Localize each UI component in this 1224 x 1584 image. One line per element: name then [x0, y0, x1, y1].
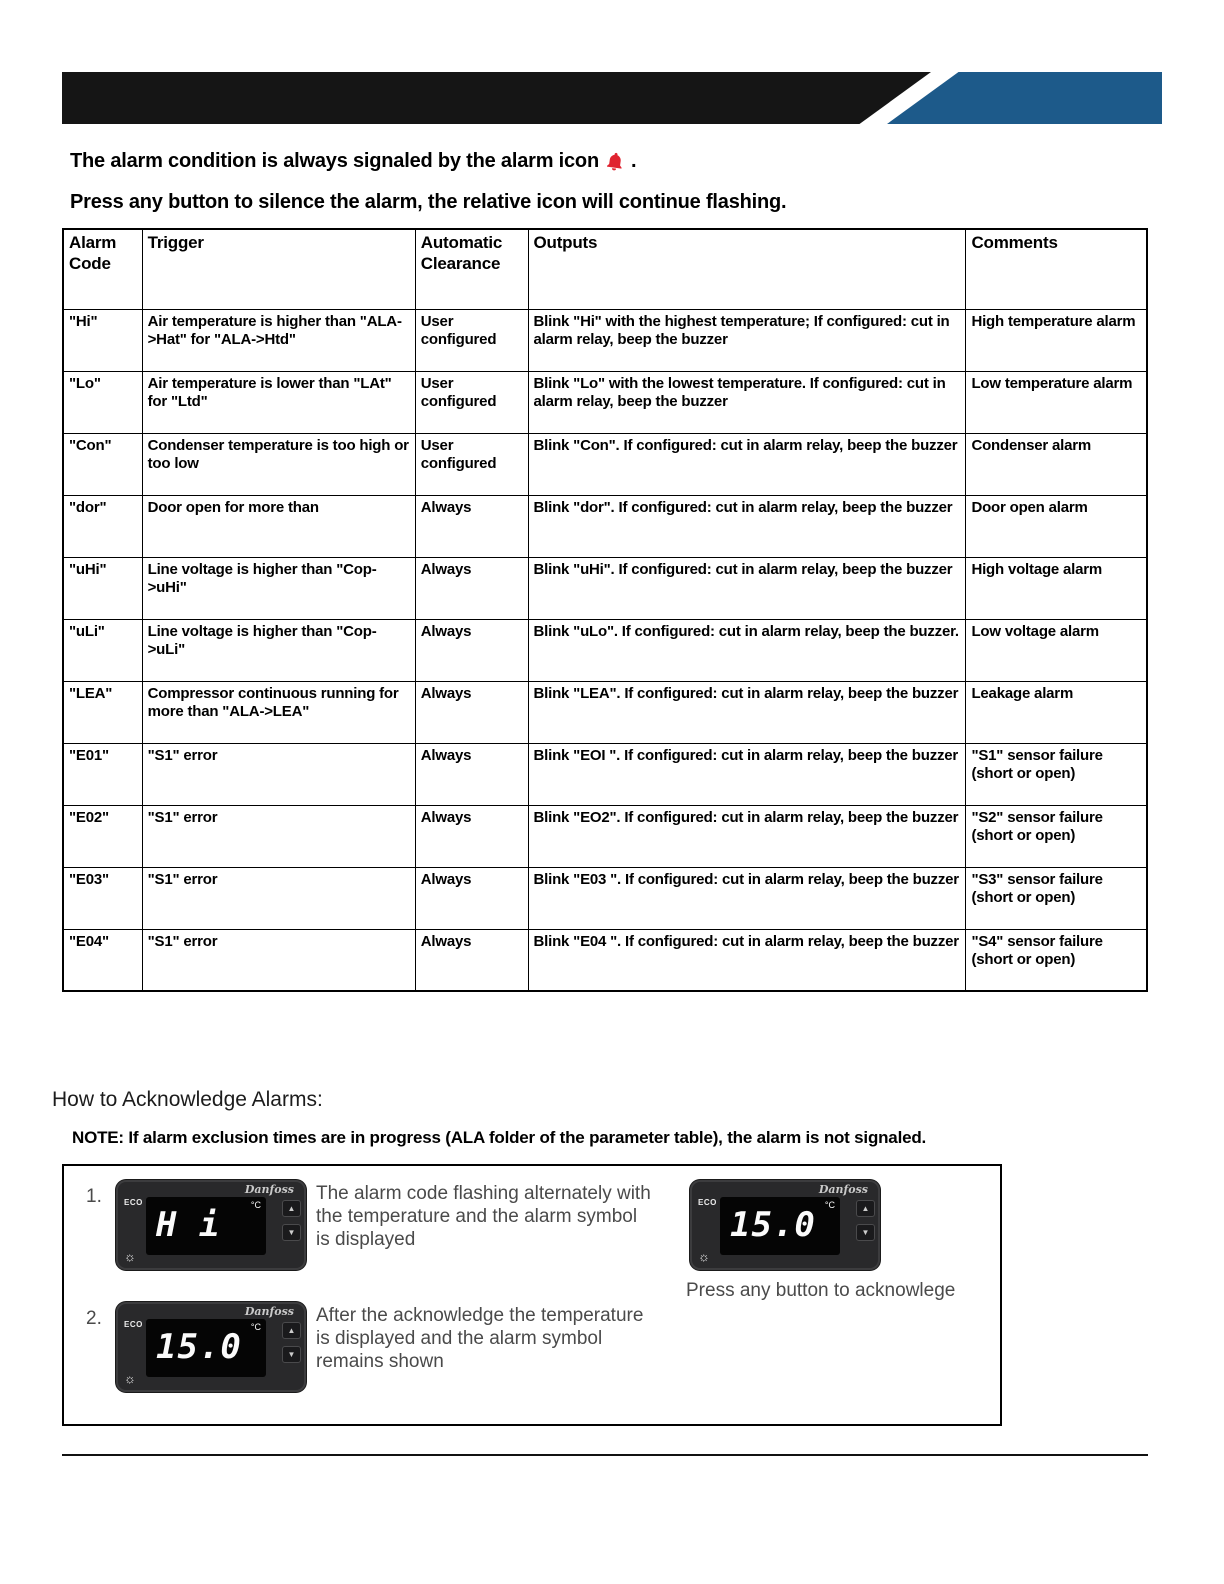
up-button-icon: ▲	[856, 1200, 875, 1217]
table-cell-outputs: Blink "uLo". If configured: cut in alarm relay, beep the buzzer.	[528, 619, 966, 681]
up-button-icon: ▲	[282, 1200, 301, 1217]
table-cell-clearance: Always	[415, 867, 528, 929]
column-header: Alarm Code	[63, 229, 142, 309]
table-cell-clearance: User configured	[415, 371, 528, 433]
note-text-1: If alarm exclusion times are in progress (	[123, 1128, 451, 1147]
display-screen	[146, 1319, 266, 1377]
table-row	[63, 867, 1147, 929]
step-1-number: 1.	[86, 1186, 102, 1207]
table-cell-comments: "S2" sensor failure (short or open)	[966, 805, 1147, 867]
intro-text: The alarm condition is always signaled by the alarm icon	[70, 150, 599, 172]
table-cell-clearance: User configured	[415, 309, 528, 371]
bell-icon	[603, 149, 628, 174]
side-caption: Press any button to acknowlege	[686, 1280, 956, 1301]
table-cell-outputs: Blink "E04 ". If configured: cut in alarm relay, beep the buzzer	[528, 929, 966, 991]
alarm-intro-line	[70, 150, 1162, 173]
table-cell-trigger: Air temperature is lower than "LAt" for "Ltd"	[142, 371, 415, 433]
page-header-banner	[62, 72, 1162, 124]
table-cell-trigger: Compressor continuous running for more than "ALA->LEA"	[142, 681, 415, 743]
table-cell-comments: Leakage alarm	[966, 681, 1147, 743]
table-cell-clearance: Always	[415, 495, 528, 557]
step-1-text: The alarm code flashing alternately with the temperature and the alarm symbol is displayed	[316, 1183, 651, 1251]
table-cell-outputs: Blink "E03 ". If configured: cut in alarm relay, beep the buzzer	[528, 867, 966, 929]
table-row	[63, 495, 1147, 557]
danfoss-logo: Danfoss	[244, 1305, 294, 1318]
table-cell-trigger: Air temperature is higher than "ALA->Hat" for "ALA->Htd"	[142, 309, 415, 371]
column-header: Comments	[966, 229, 1147, 309]
table-row	[63, 619, 1147, 681]
step-2-number: 2.	[86, 1308, 102, 1329]
celsius-label: °C	[250, 1322, 261, 1332]
table-cell-code: "E02"	[63, 805, 142, 867]
table-cell-code: "Lo"	[63, 371, 142, 433]
acknowledge-heading: How to Acknowledge Alarms:	[52, 1088, 323, 1111]
table-cell-trigger: Condenser temperature is too high or too low	[142, 433, 415, 495]
display-digits: 15.0	[156, 1327, 242, 1367]
table-row	[63, 557, 1147, 619]
table-cell-comments: "S1" sensor failure (short or open)	[966, 743, 1147, 805]
table-row	[63, 929, 1147, 991]
table-cell-clearance: Always	[415, 929, 528, 991]
table-cell-trigger: "S1" error	[142, 743, 415, 805]
table-row	[63, 681, 1147, 743]
table-cell-code: "uLi"	[63, 619, 142, 681]
table-cell-clearance: Always	[415, 681, 528, 743]
table-cell-code: "Hi"	[63, 309, 142, 371]
table-cell-outputs: Blink "uHi". If configured: cut in alarm relay, beep the buzzer	[528, 557, 966, 619]
table-cell-trigger: Door open for more than	[142, 495, 415, 557]
table-cell-comments: High temperature alarm	[966, 309, 1147, 371]
eco-label: ECO	[698, 1198, 717, 1207]
table-cell-outputs: Blink "EO2". If configured: cut in alarm relay, beep the buzzer	[528, 805, 966, 867]
note-label: NOTE:	[72, 1128, 124, 1147]
table-cell-code: "E03"	[63, 867, 142, 929]
table-cell-trigger: "S1" error	[142, 929, 415, 991]
controller-display-step2	[116, 1302, 306, 1392]
alarm-table-body	[63, 309, 1147, 991]
table-cell-comments: Condenser alarm	[966, 433, 1147, 495]
display-screen	[720, 1197, 840, 1255]
table-cell-code: "E04"	[63, 929, 142, 991]
table-cell-trigger: "S1" error	[142, 805, 415, 867]
acknowledge-figure	[62, 1164, 1002, 1426]
table-cell-comments: "S4" sensor failure (short or open)	[966, 929, 1147, 991]
danfoss-logo: Danfoss	[818, 1183, 868, 1196]
table-cell-comments: Door open alarm	[966, 495, 1147, 557]
column-header: Automatic Clearance	[415, 229, 528, 309]
display-screen	[146, 1197, 266, 1255]
table-cell-code: "uHi"	[63, 557, 142, 619]
controller-display-step1	[116, 1180, 306, 1270]
down-button-icon: ▼	[856, 1224, 875, 1241]
table-cell-clearance: User configured	[415, 433, 528, 495]
footer-rule	[62, 1454, 1148, 1456]
table-row	[63, 433, 1147, 495]
silence-instruction: Press any button to silence the alarm, the relative icon will continue flashing.	[70, 191, 787, 213]
alarm-table	[62, 228, 1148, 992]
device-buttons	[856, 1200, 875, 1241]
table-cell-code: "LEA"	[63, 681, 142, 743]
display-digits: 15.0	[730, 1205, 816, 1245]
table-row	[63, 805, 1147, 867]
up-button-icon: ▲	[282, 1322, 301, 1339]
table-cell-comments: Low voltage alarm	[966, 619, 1147, 681]
table-cell-outputs: Blink "Hi" with the highest temperature; If configured: cut in alarm relay, beep the buzzer	[528, 309, 966, 371]
column-header: Trigger	[142, 229, 415, 309]
table-cell-clearance: Always	[415, 557, 528, 619]
alarm-table-header-row	[63, 229, 1147, 309]
danfoss-logo: Danfoss	[244, 1183, 294, 1196]
table-cell-outputs: Blink "Con". If configured: cut in alarm relay, beep the buzzer	[528, 433, 966, 495]
celsius-label: °C	[824, 1200, 835, 1210]
eco-label: ECO	[124, 1320, 143, 1329]
intro-period: .	[630, 150, 637, 172]
note-text-2: folder of the parameter table), the alarm is not signaled.	[484, 1128, 927, 1147]
table-cell-comments: "S3" sensor failure (short or open)	[966, 867, 1147, 929]
display-digits: H i	[156, 1205, 221, 1245]
down-button-icon: ▼	[282, 1346, 301, 1363]
column-header: Outputs	[528, 229, 966, 309]
table-cell-clearance: Always	[415, 619, 528, 681]
lamp-icon: ☼	[124, 1249, 136, 1264]
table-cell-code: "Con"	[63, 433, 142, 495]
eco-label: ECO	[124, 1198, 143, 1207]
table-cell-comments: Low temperature alarm	[966, 371, 1147, 433]
controller-display-acknowledged	[690, 1180, 880, 1270]
lamp-icon: ☼	[124, 1371, 136, 1386]
table-cell-outputs: Blink "dor". If configured: cut in alarm relay, beep the buzzer	[528, 495, 966, 557]
down-button-icon: ▼	[282, 1224, 301, 1241]
table-cell-clearance: Always	[415, 743, 528, 805]
table-cell-trigger: "S1" error	[142, 867, 415, 929]
note-line	[72, 1128, 1162, 1148]
table-cell-comments: High voltage alarm	[966, 557, 1147, 619]
table-cell-outputs: Blink "EOI ". If configured: cut in alarm relay, beep the buzzer	[528, 743, 966, 805]
table-cell-trigger: Line voltage is higher than "Cop->uHi"	[142, 557, 415, 619]
lamp-icon: ☼	[698, 1249, 710, 1264]
table-cell-code: "dor"	[63, 495, 142, 557]
table-row	[63, 743, 1147, 805]
table-row	[63, 309, 1147, 371]
table-cell-code: "E01"	[63, 743, 142, 805]
note-bold-term: ALA	[450, 1128, 485, 1147]
table-cell-outputs: Blink "LEA". If configured: cut in alarm relay, beep the buzzer	[528, 681, 966, 743]
device-buttons	[282, 1200, 301, 1241]
step-2-text: After the acknowledge the temperature is displayed and the alarm symbol remains shown	[316, 1305, 644, 1373]
celsius-label: °C	[250, 1200, 261, 1210]
table-cell-trigger: Line voltage is higher than "Cop->uLi"	[142, 619, 415, 681]
table-cell-clearance: Always	[415, 805, 528, 867]
table-cell-outputs: Blink "Lo" with the lowest temperature. If configured: cut in alarm relay, beep the buzzer	[528, 371, 966, 433]
device-buttons	[282, 1322, 301, 1363]
table-row	[63, 371, 1147, 433]
